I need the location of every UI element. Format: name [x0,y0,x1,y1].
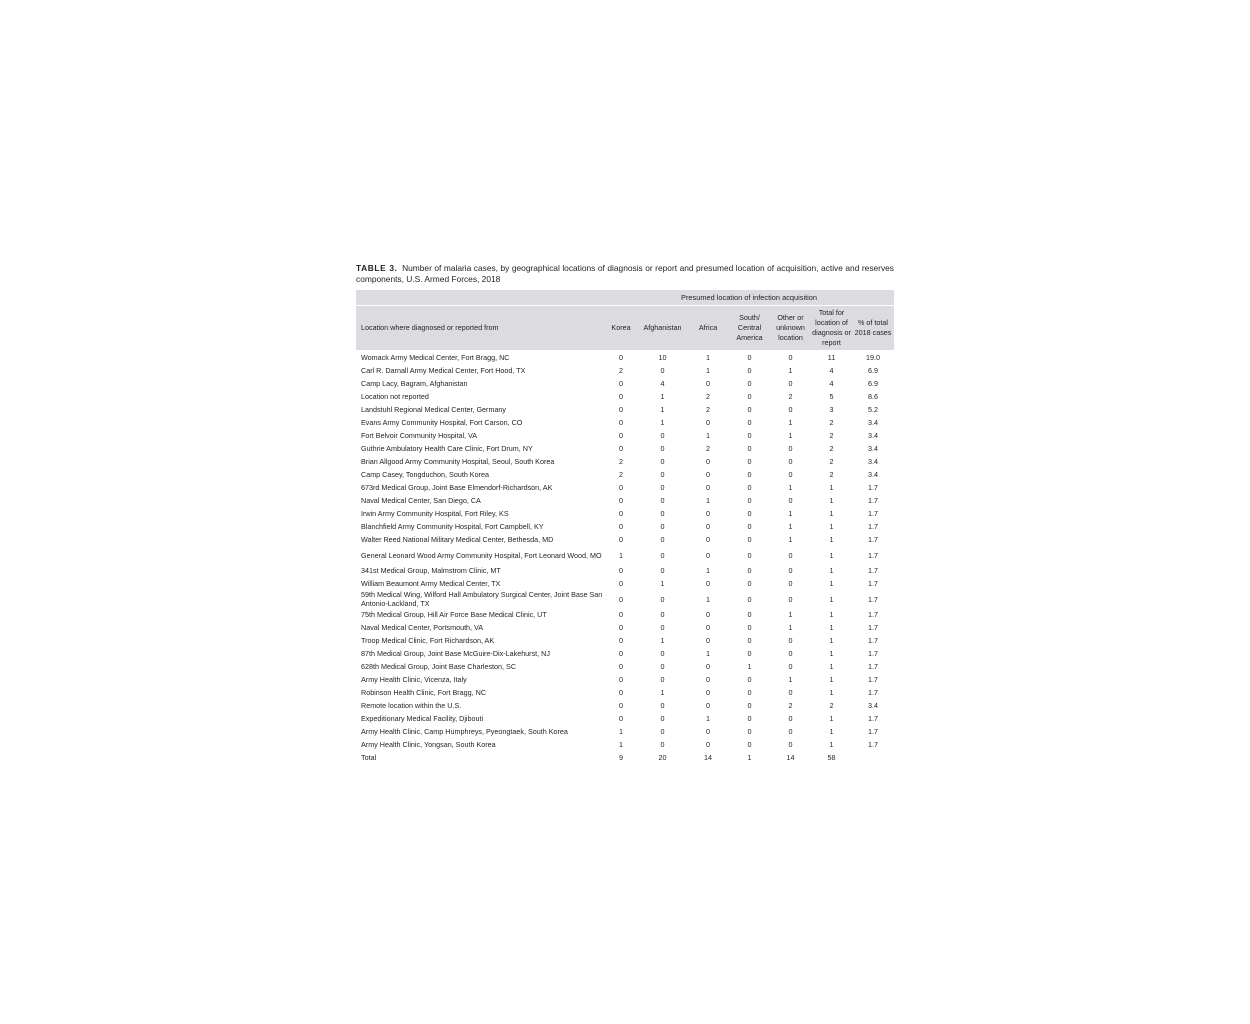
location-cell: Naval Medical Center, Portsmouth, VA [361,623,484,633]
percent-cell: 1.7 [868,579,879,589]
location-cell: Army Health Clinic, Camp Humphreys, Pyeongtaek, South Korea [361,727,568,737]
other-unknown-cell: 14 [786,753,795,763]
location-cell: 673rd Medical Group, Joint Base Elmendorf-Richardson, AK [361,483,553,493]
afghanistan-cell: 0 [660,594,665,604]
other-unknown-cell: 0 [788,566,793,576]
south-central-america-cell: 0 [747,535,752,545]
south-central-america-cell: 0 [747,623,752,633]
table-row [356,378,894,391]
percent-cell [852,752,894,765]
korea-cell: 0 [619,636,623,646]
afghanistan-cell: 0 [660,701,665,711]
location-cell: Troop Medical Clinic, Fort Richardson, AK [361,636,495,646]
africa-cell: 1 [706,353,710,363]
table-row [356,713,894,726]
south-central-america-cell: 0 [747,566,752,576]
afghanistan-cell: 1 [660,418,665,428]
south-central-america-cell: 0 [747,483,752,493]
other-unknown-cell: 0 [788,594,793,604]
total-cell: 58 [827,753,836,763]
south-central-america-cell: 1 [747,753,752,763]
korea-cell: 0 [619,353,623,363]
south-central-america-cell: 0 [747,470,752,480]
africa-cell: 0 [706,623,710,633]
south-central-america-cell: 0 [747,740,752,750]
south-central-america-cell: 0 [747,366,752,376]
location-cell: Blanchfield Army Community Hospital, Fort Campbell, KY [361,522,544,532]
percent-cell: 6.9 [868,379,879,389]
korea-cell: 0 [619,509,623,519]
africa-cell: 0 [706,675,710,685]
percent-cell: 19.0 [866,353,881,363]
location-cell: Naval Medical Center, San Diego, CA [361,496,481,506]
table-row [356,674,894,687]
africa-cell: 0 [706,740,710,750]
location-cell: 87th Medical Group, Joint Base McGuire-Dix-Lakehurst, NJ [361,649,550,659]
table-row [356,739,894,752]
other-unknown-cell: 1 [788,509,793,519]
korea-cell: 0 [619,662,623,672]
africa-cell: 1 [706,431,710,441]
total-cell: 1 [829,594,834,604]
total-cell: 4 [829,379,834,389]
other-unknown-cell: 2 [788,392,793,402]
total-cell: 1 [829,535,834,545]
percent-cell: 1.7 [868,522,879,532]
total-cell: 1 [829,522,834,532]
africa-cell: 1 [706,366,710,376]
percent-cell: 1.7 [868,727,879,737]
location-cell: General Leonard Wood Army Community Hospital, Fort Leonard Wood, MO [361,550,602,560]
afghanistan-cell: 1 [660,579,665,589]
afghanistan-cell: 1 [660,392,665,402]
korea-cell: 0 [619,610,623,620]
table-row [356,443,894,456]
percent-cell: 1.7 [868,535,879,545]
malaria-cases-table [356,290,894,765]
column-header-africa: Africa [687,306,729,351]
other-unknown-cell: 0 [788,740,793,750]
korea-cell: 0 [619,688,623,698]
south-central-america-cell: 0 [747,405,752,415]
africa-cell: 0 [706,379,710,389]
percent-cell: 3.4 [868,470,879,480]
total-cell: 1 [829,636,834,646]
africa-cell: 2 [706,392,710,402]
afghanistan-cell: 0 [660,623,665,633]
korea-cell: 0 [619,496,623,506]
percent-cell: 1.7 [868,675,879,685]
other-unknown-cell: 0 [788,444,793,454]
south-central-america-cell: 0 [747,594,752,604]
location-cell: Womack Army Medical Center, Fort Bragg, NC [361,353,510,363]
table-row [356,578,894,591]
percent-cell: 1.7 [868,610,879,620]
korea-cell: 0 [619,418,623,428]
document-page [356,263,894,765]
percent-cell: 6.9 [868,366,879,376]
afghanistan-cell: 0 [660,444,665,454]
south-central-america-cell: 0 [747,701,752,711]
afghanistan-cell: 0 [660,483,665,493]
table-row [356,350,894,365]
table-row [356,565,894,578]
total-cell: 2 [829,431,834,441]
location-cell: Army Health Clinic, Yongsan, South Korea [361,740,496,750]
korea-cell: 2 [619,366,623,376]
location-cell: Camp Lacy, Bagram, Afghanistan [361,379,468,389]
africa-cell: 2 [706,444,710,454]
korea-cell: 1 [619,740,623,750]
other-unknown-cell: 1 [788,610,793,620]
korea-cell: 0 [619,649,623,659]
total-cell: 2 [829,418,834,428]
table-row [356,508,894,521]
africa-cell: 1 [706,649,710,659]
afghanistan-cell: 0 [660,366,665,376]
africa-cell: 0 [706,701,710,711]
afghanistan-cell: 4 [660,379,665,389]
location-cell: Total [361,753,377,763]
korea-cell: 0 [619,392,623,402]
korea-cell: 9 [619,753,623,763]
column-header-location: Location where diagnosed or reported from [356,306,604,351]
total-cell: 2 [829,444,834,454]
afghanistan-cell: 0 [660,522,665,532]
afghanistan-cell: 0 [660,535,665,545]
korea-cell: 0 [619,594,623,604]
total-cell: 1 [829,483,834,493]
south-central-america-cell: 0 [747,457,752,467]
south-central-america-cell: 0 [747,496,752,506]
korea-cell: 0 [619,379,623,389]
table-label: TABLE 3. [356,263,398,273]
afghanistan-cell: 0 [660,727,665,737]
location-cell: Brian Allgood Army Community Hospital, Seoul, South Korea [361,457,555,467]
total-cell: 2 [829,701,834,711]
total-cell: 5 [829,392,834,402]
location-cell: Guthrie Ambulatory Health Care Clinic, Fort Drum, NY [361,444,533,454]
table-row [356,495,894,508]
other-unknown-cell: 0 [788,662,793,672]
south-central-america-cell: 0 [747,353,752,363]
south-central-america-cell: 0 [747,431,752,441]
percent-cell: 3.4 [868,431,879,441]
location-cell: Camp Casey, Tongduchon, South Korea [361,470,489,480]
south-central-america-cell: 0 [747,714,752,724]
total-cell: 1 [829,550,834,560]
total-cell: 2 [829,470,834,480]
total-row [356,752,894,765]
africa-cell: 14 [704,753,712,763]
table-row [356,534,894,547]
header-group-row [356,290,894,306]
other-unknown-cell: 1 [788,366,793,376]
total-cell: 1 [829,649,834,659]
total-cell: 1 [829,509,834,519]
table-body [356,350,894,765]
south-central-america-cell: 0 [747,636,752,646]
total-cell: 1 [829,714,834,724]
south-central-america-cell: 1 [747,662,752,672]
table-row [356,547,894,565]
korea-cell: 2 [619,470,623,480]
africa-cell: 0 [706,509,710,519]
korea-cell: 0 [619,483,623,493]
afghanistan-cell: 0 [660,610,665,620]
other-unknown-cell: 1 [788,418,793,428]
afghanistan-cell: 0 [660,509,665,519]
table-row [356,430,894,443]
total-cell: 3 [829,405,834,415]
percent-cell: 1.7 [868,649,879,659]
other-unknown-cell: 0 [788,457,793,467]
south-central-america-cell: 0 [747,444,752,454]
table-row [356,521,894,534]
korea-cell: 0 [619,714,623,724]
africa-cell: 0 [706,470,710,480]
south-central-america-cell: 0 [747,579,752,589]
table-caption [356,263,894,285]
percent-cell: 1.7 [868,636,879,646]
korea-cell: 0 [619,623,623,633]
south-central-america-cell: 0 [747,392,752,402]
other-unknown-cell: 0 [788,379,793,389]
table-row [356,417,894,430]
percent-cell: 1.7 [868,550,879,560]
table-title: Number of malaria cases, by geographical locations of diagnosis or report and presumed location of acquisition, active and reserves components, U.S. Armed Forces, 2018 [356,263,894,284]
location-cell: Robinson Health Clinic, Fort Bragg, NC [361,688,487,698]
header-columns-row [356,306,894,351]
korea-cell: 0 [619,675,623,685]
table-row [356,391,894,404]
percent-cell: 3.4 [868,701,879,711]
africa-cell: 2 [706,405,710,415]
column-header-total: Total for location of diagnosis or report [811,306,852,351]
total-cell: 1 [829,688,834,698]
other-unknown-cell: 0 [788,579,793,589]
percent-cell: 3.4 [868,457,879,467]
south-central-america-cell: 0 [747,379,752,389]
afghanistan-cell: 0 [660,496,665,506]
location-cell: 59th Medical Wing, Wilford Hall Ambulatory Surgical Center, Joint Base San Antonio-Lackland, TX [361,590,603,608]
other-unknown-cell: 1 [788,623,793,633]
korea-cell: 0 [619,444,623,454]
other-unknown-cell: 1 [788,675,793,685]
africa-cell: 0 [706,550,710,560]
column-header-percent: % of total 2018 cases [852,306,894,351]
korea-cell: 0 [619,701,623,711]
africa-cell: 0 [706,636,710,646]
location-cell: Army Health Clinic, Vicenza, Italy [361,675,467,685]
table-row [356,404,894,417]
percent-cell: 1.7 [868,496,879,506]
south-central-america-cell: 0 [747,509,752,519]
korea-cell: 0 [619,431,623,441]
table-row [356,687,894,700]
location-cell: Landstuhl Regional Medical Center, Germany [361,405,507,415]
korea-cell: 2 [619,457,623,467]
afghanistan-cell: 0 [660,470,665,480]
south-central-america-cell: 0 [747,727,752,737]
korea-cell: 1 [619,550,623,560]
total-cell: 1 [829,727,834,737]
percent-cell: 8.6 [868,392,879,402]
afghanistan-cell: 10 [658,353,667,363]
table-row [356,456,894,469]
south-central-america-cell: 0 [747,550,752,560]
south-central-america-cell: 0 [747,675,752,685]
percent-cell: 1.7 [868,594,879,604]
location-cell: Location not reported [361,392,429,402]
south-central-america-cell: 0 [747,688,752,698]
afghanistan-cell: 20 [658,753,667,763]
korea-cell: 0 [619,566,623,576]
other-unknown-cell: 0 [788,470,793,480]
south-central-america-cell: 0 [747,610,752,620]
afghanistan-cell: 0 [660,431,665,441]
total-cell: 4 [829,366,834,376]
total-cell: 1 [829,579,834,589]
korea-cell: 0 [619,535,623,545]
other-unknown-cell: 0 [788,649,793,659]
korea-cell: 0 [619,522,623,532]
afghanistan-cell: 0 [660,740,665,750]
other-unknown-cell: 0 [788,405,793,415]
percent-cell: 1.7 [868,688,879,698]
table-row [356,591,894,609]
africa-cell: 0 [706,522,710,532]
other-unknown-cell: 1 [788,535,793,545]
percent-cell: 1.7 [868,740,879,750]
total-cell: 1 [829,740,834,750]
other-unknown-cell: 1 [788,483,793,493]
location-cell: Expeditionary Medical Facility, Djibouti [361,714,484,724]
afghanistan-cell: 0 [660,714,665,724]
afghanistan-cell: 0 [660,457,665,467]
africa-cell: 1 [706,496,710,506]
location-cell: 75th Medical Group, Hill Air Force Base Medical Clinic, UT [361,610,547,620]
percent-cell: 3.4 [868,444,879,454]
south-central-america-cell: 0 [747,522,752,532]
south-central-america-cell: 0 [747,649,752,659]
africa-cell: 0 [706,610,710,620]
column-header-afghanistan: Afghanistan [638,306,687,351]
percent-cell: 5.2 [868,405,879,415]
total-cell: 1 [829,566,834,576]
africa-cell: 1 [706,566,710,576]
percent-cell: 1.7 [868,566,879,576]
table-row [356,648,894,661]
other-unknown-cell: 0 [788,550,793,560]
africa-cell: 0 [706,579,710,589]
afghanistan-cell: 1 [660,688,665,698]
afghanistan-cell: 0 [660,649,665,659]
africa-cell: 0 [706,535,710,545]
other-unknown-cell: 0 [788,496,793,506]
total-cell: 1 [829,675,834,685]
column-header-other-unknown: Other or unknown location [770,306,811,351]
location-cell: 628th Medical Group, Joint Base Charleston, SC [361,662,517,672]
location-cell: Evans Army Community Hospital, Fort Carson, CO [361,418,523,428]
korea-cell: 0 [619,405,623,415]
percent-cell: 3.4 [868,418,879,428]
location-cell: William Beaumont Army Medical Center, TX [361,579,501,589]
header-group-spacer [356,290,604,306]
other-unknown-cell: 0 [788,636,793,646]
other-unknown-cell: 0 [788,727,793,737]
location-cell: 341st Medical Group, Malmstrom Clinic, MT [361,566,501,576]
location-cell: Carl R. Darnall Army Medical Center, Fort Hood, TX [361,366,526,376]
percent-cell: 1.7 [868,509,879,519]
other-unknown-cell: 1 [788,431,793,441]
percent-cell: 1.7 [868,623,879,633]
percent-cell: 1.7 [868,483,879,493]
total-cell: 1 [829,610,834,620]
afghanistan-cell: 1 [660,405,665,415]
other-unknown-cell: 0 [788,688,793,698]
africa-cell: 1 [706,714,710,724]
afghanistan-cell: 0 [660,566,665,576]
table-row [356,635,894,648]
total-cell: 1 [829,662,834,672]
table-row [356,609,894,622]
table-row [356,365,894,378]
percent-cell: 1.7 [868,662,879,672]
total-cell: 11 [827,353,836,363]
total-cell: 1 [829,496,834,506]
table-row [356,661,894,674]
afghanistan-cell: 1 [660,636,665,646]
table-row [356,482,894,495]
africa-cell: 0 [706,483,710,493]
table-row [356,700,894,713]
korea-cell: 0 [619,579,623,589]
afghanistan-cell: 0 [660,662,665,672]
table-row [356,469,894,482]
column-header-south-central-america: South/ Central America [729,306,770,351]
africa-cell: 0 [706,418,710,428]
percent-cell: 1.7 [868,714,879,724]
table-row [356,726,894,739]
other-unknown-cell: 0 [788,714,793,724]
column-header-korea: Korea [604,306,638,351]
other-unknown-cell: 1 [788,522,793,532]
africa-cell: 0 [706,727,710,737]
total-cell: 1 [829,623,834,633]
africa-cell: 0 [706,457,710,467]
total-cell: 2 [829,457,834,467]
header-group-label: Presumed location of infection acquisition [604,290,894,306]
table-row [356,622,894,635]
other-unknown-cell: 0 [788,353,793,363]
africa-cell: 0 [706,662,710,672]
other-unknown-cell: 2 [788,701,793,711]
south-central-america-cell: 0 [747,418,752,428]
location-cell: Remote location within the U.S. [361,701,462,711]
afghanistan-cell: 0 [660,550,665,560]
africa-cell: 1 [706,594,710,604]
africa-cell: 0 [706,688,710,698]
location-cell: Fort Belvoir Community Hospital, VA [361,431,478,441]
afghanistan-cell: 0 [660,675,665,685]
location-cell: Irwin Army Community Hospital, Fort Riley, KS [361,509,509,519]
location-cell: Walter Reed National Military Medical Center, Bethesda, MD [361,535,554,545]
korea-cell: 1 [619,727,623,737]
